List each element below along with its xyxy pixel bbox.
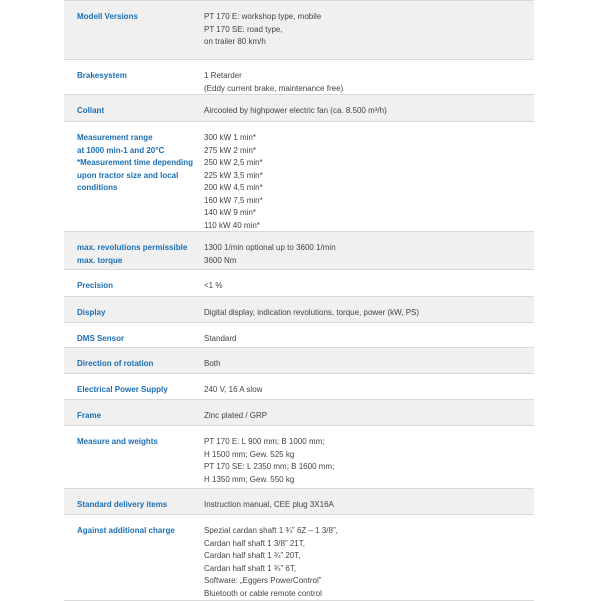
spec-label-line: Frame xyxy=(77,411,102,420)
spec-value-line: Aircooled by highpower electric fan (ca. 8.500 m³/h) xyxy=(204,106,387,115)
spec-value xyxy=(204,426,534,488)
spec-label xyxy=(64,1,204,59)
spec-value-line: Zinc plated / GRP xyxy=(204,411,268,420)
spec-label-line: max. torque xyxy=(77,255,123,265)
spec-value-line: PT 170 E: workshop type, mobile xyxy=(204,12,322,21)
spec-value xyxy=(204,515,534,600)
spec-label-line: Standard delivery items xyxy=(77,500,168,509)
spec-row xyxy=(64,270,534,297)
spec-label-line: upon tractor size and local xyxy=(77,170,179,180)
spec-label-line: max. revolutions permissible xyxy=(77,243,188,252)
spec-label xyxy=(64,489,204,514)
spec-row xyxy=(64,489,534,515)
spec-value xyxy=(204,297,534,322)
spec-value-line: 225 kW 3,5 min* xyxy=(204,170,263,180)
spec-value-line: PT 170 SE: road type, xyxy=(204,24,283,34)
spec-value-line: (Eddy current brake, maintenance free) xyxy=(204,83,344,93)
spec-value-line: 140 kW 9 min* xyxy=(204,208,257,217)
spec-value-line: <1 % xyxy=(204,281,223,290)
spec-value-line: 250 kW 2,5 min* xyxy=(204,158,263,167)
spec-value-line: H 1350 mm; Gew. 550 kg xyxy=(204,474,295,484)
spec-label-line: Modell Versions xyxy=(77,12,138,21)
spec-row xyxy=(64,297,534,323)
spec-label-line: Display xyxy=(77,308,106,317)
spec-label-line: conditions xyxy=(77,183,118,192)
spec-value-line: Cardan half shaft 1 ¾” 20T, xyxy=(204,551,301,560)
spec-value xyxy=(204,60,534,94)
spec-label xyxy=(64,95,204,121)
spec-label-line: DMS Sensor xyxy=(77,334,125,343)
spec-label xyxy=(64,270,204,296)
spec-value-line: Digital display, indication revolutions, torque, power (kW, PS) xyxy=(204,308,420,317)
spec-value xyxy=(204,232,534,269)
spec-table xyxy=(64,0,534,601)
spec-label-line: Electrical Power Supply xyxy=(77,385,168,394)
spec-value-line: 110 kW 40 min* xyxy=(204,220,260,230)
spec-label xyxy=(64,348,204,373)
spec-label xyxy=(64,297,204,322)
spec-row xyxy=(64,60,534,95)
spec-row xyxy=(64,1,534,60)
spec-label-line: Measure and weights xyxy=(77,437,158,446)
spec-row xyxy=(64,348,534,374)
spec-row xyxy=(64,323,534,348)
spec-row xyxy=(64,426,534,489)
spec-value-line: Cardan half shaft 1 ¾” 6T, xyxy=(204,563,297,573)
spec-label-line: Brakesystem xyxy=(77,71,127,80)
spec-label-line: Against additional charge xyxy=(77,526,175,535)
spec-value xyxy=(204,1,534,59)
spec-row xyxy=(64,374,534,400)
spec-label xyxy=(64,515,204,600)
spec-value-line: Bluetooth or cable remote control xyxy=(204,588,322,598)
spec-value xyxy=(204,95,534,121)
spec-value-line: PT 170 E: L 900 mm; B 1000 mm; xyxy=(204,437,325,446)
spec-value-line: on trailer 80 km/h xyxy=(204,37,266,46)
spec-label xyxy=(64,400,204,425)
spec-value-line: Both xyxy=(204,359,221,368)
spec-label xyxy=(64,232,204,269)
spec-value-line: 1 Retarder xyxy=(204,71,242,80)
spec-row xyxy=(64,95,534,122)
spec-value-line: 160 kW 7,5 min* xyxy=(204,195,263,205)
spec-value-line: PT 170 SE: L 2350 mm; B 1600 mm; xyxy=(204,462,335,471)
spec-label xyxy=(64,374,204,399)
spec-value-line: Cardan half shaft 1 3/8” 21T, xyxy=(204,538,305,548)
spec-value xyxy=(204,122,534,231)
spec-value xyxy=(204,270,534,296)
spec-value xyxy=(204,489,534,514)
spec-label xyxy=(64,426,204,488)
spec-value xyxy=(204,348,534,373)
spec-label-line: Precision xyxy=(77,281,114,290)
spec-value-line: 3600 Nm xyxy=(204,255,237,265)
spec-value-line: 275 kW 2 min* xyxy=(204,145,257,155)
spec-value xyxy=(204,374,534,399)
spec-row xyxy=(64,400,534,426)
spec-label-line: Measurement range xyxy=(77,133,153,142)
spec-label-line: Collant xyxy=(77,106,105,115)
spec-value-line: 1300 1/min optional up to 3600 1/min xyxy=(204,243,336,252)
spec-value-line: 300 kW 1 min* xyxy=(204,133,257,142)
spec-row xyxy=(64,515,534,601)
spec-value xyxy=(204,323,534,347)
spec-value-line: Software: „Eggers PowerControl” xyxy=(204,576,322,585)
spec-value-line: 200 kW 4,5 min* xyxy=(204,183,263,192)
spec-row xyxy=(64,122,534,232)
spec-value xyxy=(204,400,534,425)
spec-label-line: at 1000 min-1 and 20°C xyxy=(77,145,165,155)
spec-label xyxy=(64,60,204,94)
spec-row xyxy=(64,232,534,270)
spec-value-line: Standard xyxy=(204,334,237,343)
spec-label-line: Direction of rotation xyxy=(77,359,154,368)
spec-value-line: Instruction manual, CEE plug 3X16A xyxy=(204,500,334,509)
spec-label xyxy=(64,323,204,347)
spec-value-line: 240 V, 16 A slow xyxy=(204,385,263,394)
spec-value-line: Spezial cardan shaft 1 ¾” 6Z – 1 3/8”, xyxy=(204,526,338,535)
spec-label-line: *Measurement time depending xyxy=(77,158,194,167)
spec-value-line: H 1500 mm; Gew. 525 kg xyxy=(204,449,295,459)
spec-label xyxy=(64,122,204,231)
